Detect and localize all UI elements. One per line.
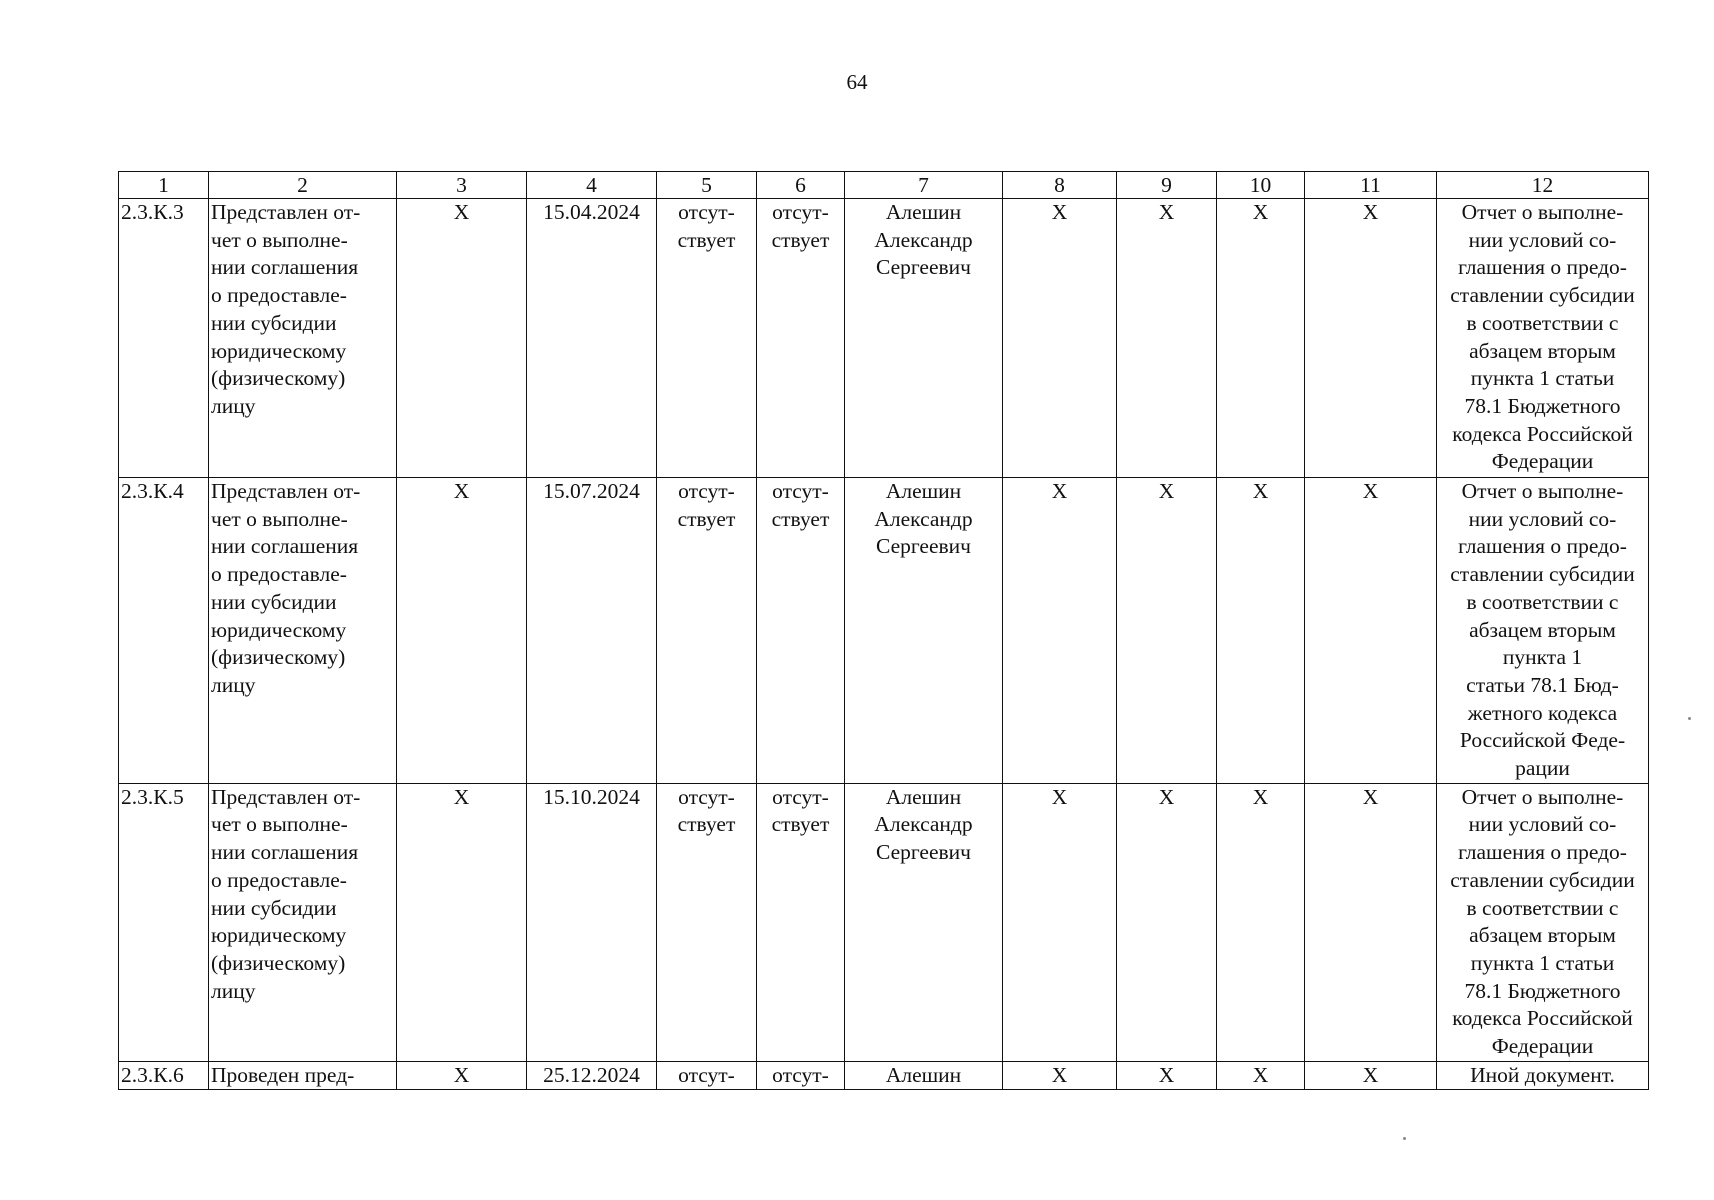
cell-person: Алешин Александр Сергеевич	[845, 199, 1003, 478]
cell-person: Алешин Александр Сергеевич	[845, 783, 1003, 1061]
cell-col11: Х	[1305, 199, 1437, 478]
cell-col8: Х	[1003, 783, 1117, 1061]
header-row	[119, 172, 1649, 199]
cell-col8: Х	[1003, 478, 1117, 784]
cell-col10: Х	[1217, 478, 1305, 784]
cell-col8: Х	[1003, 199, 1117, 478]
cell-col11: Х	[1305, 478, 1437, 784]
cell-col10: Х	[1217, 1061, 1305, 1090]
header-cell-4: 4	[527, 172, 657, 199]
header-cell-3: 3	[397, 172, 527, 199]
header-cell-12: 12	[1437, 172, 1649, 199]
cell-col5: отсут- ствует	[657, 199, 757, 478]
cell-document: Отчет о выполне- нии условий со- глашения о предо- ставлении субсидии в соответствии с абзацем вторым пункта 1 статьи 78.1 Бюджетного кодекса Российской Федерации	[1437, 199, 1649, 478]
header-cell-2: 2	[209, 172, 397, 199]
cell-col9: Х	[1117, 1061, 1217, 1090]
scan-speck	[1688, 717, 1691, 720]
cell-col6: отсут- ствует	[757, 478, 845, 784]
cell-description: Проведен пред-	[209, 1061, 397, 1090]
table-row	[119, 478, 1649, 784]
table-row	[119, 1061, 1649, 1090]
cell-col3: Х	[397, 783, 527, 1061]
cell-col10: Х	[1217, 199, 1305, 478]
cell-person: Алешин Александр Сергеевич	[845, 478, 1003, 784]
header-cell-5: 5	[657, 172, 757, 199]
cell-col11: Х	[1305, 1061, 1437, 1090]
cell-col3: Х	[397, 1061, 527, 1090]
cell-col9: Х	[1117, 783, 1217, 1061]
cell-code: 2.3.К.6	[119, 1061, 209, 1090]
page-number: 64	[846, 70, 868, 94]
header-cell-6: 6	[757, 172, 845, 199]
table-row	[119, 783, 1649, 1061]
cell-col3: Х	[397, 478, 527, 784]
scan-speck	[1403, 1137, 1406, 1140]
cell-col6: отсут- ствует	[757, 783, 845, 1061]
cell-date: 15.07.2024	[527, 478, 657, 784]
cell-document: Отчет о выполне- нии условий со- глашения о предо- ставлении субсидии в соответствии с абзацем вторым пункта 1 статьи 78.1 Бюджетного кодекса Российской Федерации	[1437, 783, 1649, 1061]
control-points-table	[118, 171, 1649, 1090]
cell-document: Отчет о выполне- нии условий со- глашения о предо- ставлении субсидии в соответствии с абзацем вторым пункта 1 статьи 78.1 Бюд- жетного кодекса Российской Феде- рации	[1437, 478, 1649, 784]
cell-col9: Х	[1117, 478, 1217, 784]
cell-person: Алешин	[845, 1061, 1003, 1090]
cell-col6: отсут-	[757, 1061, 845, 1090]
table-row	[119, 199, 1649, 478]
cell-col5: отсут- ствует	[657, 783, 757, 1061]
cell-col10: Х	[1217, 783, 1305, 1061]
cell-code: 2.3.К.5	[119, 783, 209, 1061]
cell-document: Иной документ.	[1437, 1061, 1649, 1090]
header-cell-11: 11	[1305, 172, 1437, 199]
header-cell-9: 9	[1117, 172, 1217, 199]
header-cell-10: 10	[1217, 172, 1305, 199]
header-cell-8: 8	[1003, 172, 1117, 199]
cell-code: 2.3.К.3	[119, 199, 209, 478]
cell-code: 2.3.К.4	[119, 478, 209, 784]
header-cell-7: 7	[845, 172, 1003, 199]
cell-description: Представлен от- чет о выполне- нии соглашения о предоставле- нии субсидии юридическому (физическому) лицу	[209, 478, 397, 784]
cell-description: Представлен от- чет о выполне- нии соглашения о предоставле- нии субсидии юридическому (физическому) лицу	[209, 783, 397, 1061]
cell-col5: отсут-	[657, 1061, 757, 1090]
cell-col9: Х	[1117, 199, 1217, 478]
cell-date: 25.12.2024	[527, 1061, 657, 1090]
cell-col6: отсут- ствует	[757, 199, 845, 478]
cell-date: 15.04.2024	[527, 199, 657, 478]
cell-col11: Х	[1305, 783, 1437, 1061]
cell-col3: Х	[397, 199, 527, 478]
cell-date: 15.10.2024	[527, 783, 657, 1061]
cell-description: Представлен от- чет о выполне- нии соглашения о предоставле- нии субсидии юридическому (физическому) лицу	[209, 199, 397, 478]
cell-col5: отсут- ствует	[657, 478, 757, 784]
cell-col8: Х	[1003, 1061, 1117, 1090]
header-cell-1: 1	[119, 172, 209, 199]
